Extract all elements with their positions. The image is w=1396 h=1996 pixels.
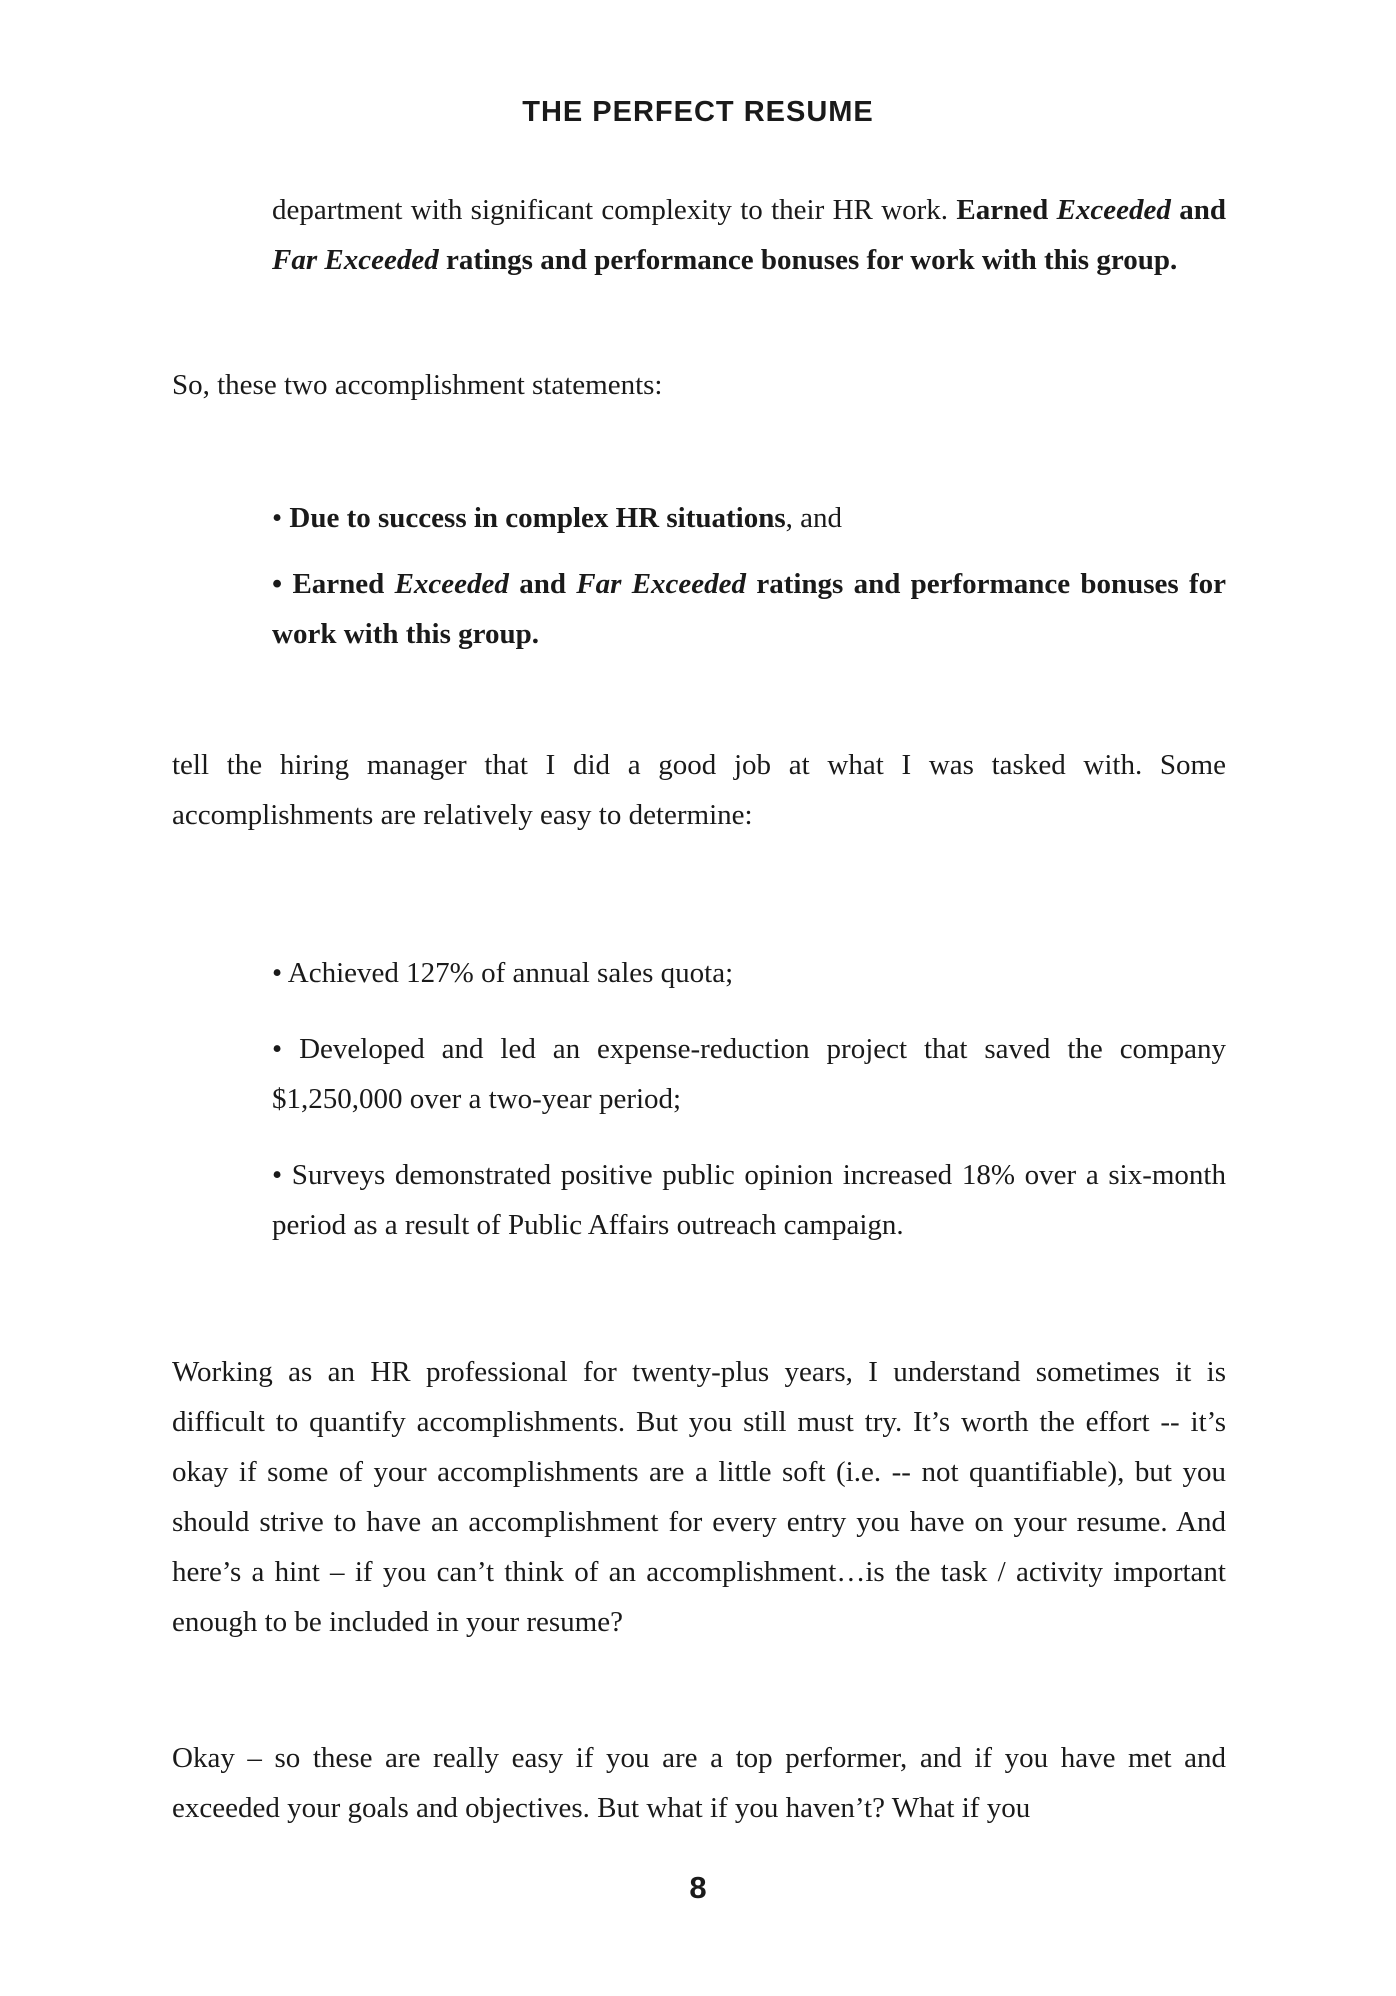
hr-professional-paragraph: Working as an HR professional for twenty-plus years, I understand sometimes it is difficult to quantify accomplishments. But you still must try. It’s worth the effort -- it’s okay if some of your accomplishments are a little soft (i.e. -- not quantifiable), but you should strive to have an accomplishment for every entry you have on your resume. And here’s a hint – if you can’t think of an accomplishment…is the task / activity important enough to be included in your resume?	[172, 1356, 1226, 1638]
statement-item-2	[272, 559, 1226, 659]
hiring-manager-paragraph-block	[172, 740, 1226, 840]
continuation-bold-rest: ratings and performance bonuses for work with this group.	[438, 244, 1178, 276]
bullet: •	[272, 568, 293, 600]
intro-paragraph-block	[172, 360, 1226, 410]
statement-item-1-rest: , and	[785, 502, 843, 534]
statement-item-1-bold: Due to success in complex HR situations	[289, 502, 786, 534]
accomplishment-item-1: • Achieved 127% of annual sales quota;	[272, 957, 734, 989]
statement-item-1	[272, 493, 1226, 543]
accomplishment-list	[172, 948, 1226, 1250]
statement-item-2-bold-and: and	[508, 568, 577, 600]
running-title: THE PERFECT RESUME	[522, 96, 874, 128]
hiring-manager-paragraph: tell the hiring manager that I did a good job at what I was tasked with. Some accomplishments are relatively easy to determine:	[172, 749, 1226, 831]
bullet: •	[272, 502, 290, 534]
continuation-italic-exceeded: Exceeded	[1056, 194, 1171, 226]
continuation-bold-and: and	[1170, 194, 1226, 226]
top-performer-paragraph-block	[172, 1733, 1226, 1833]
statement-item-2-bold-earned: Earned	[292, 568, 395, 600]
hr-professional-paragraph-block	[172, 1347, 1226, 1647]
continuation-paragraph	[272, 185, 1226, 285]
statement-item-2-italic-exceeded: Exceeded	[394, 568, 509, 600]
top-performer-paragraph: Okay – so these are really easy if you are a top performer, and if you have met and exceeded your goals and objectives. But what if you haven’t? What if you	[172, 1742, 1226, 1824]
accomplishment-item-3: • Surveys demonstrated positive public opinion increased 18% over a six-month period as a result of Public Affairs outreach campaign.	[272, 1159, 1226, 1241]
statement-item-2-bold-rest: ratings and performance bonuses for work with this group.	[272, 568, 1227, 650]
page-number: 8	[689, 1870, 707, 1905]
statement-item-2-italic-far-exceeded: Far Exceeded	[576, 568, 747, 600]
accomplishment-item-2: • Developed and led an expense-reduction project that saved the company $1,250,000 over a two-year period;	[272, 1033, 1226, 1115]
continuation-italic-far-exceeded: Far Exceeded	[272, 244, 439, 276]
intro-paragraph: So, these two accomplishment statements:	[172, 369, 663, 401]
continuation-text: department with significant complexity to their HR work.	[272, 194, 957, 226]
continuation-block	[172, 185, 1226, 285]
continuation-bold-earned: Earned	[956, 194, 1049, 226]
statement-list	[172, 493, 1226, 659]
